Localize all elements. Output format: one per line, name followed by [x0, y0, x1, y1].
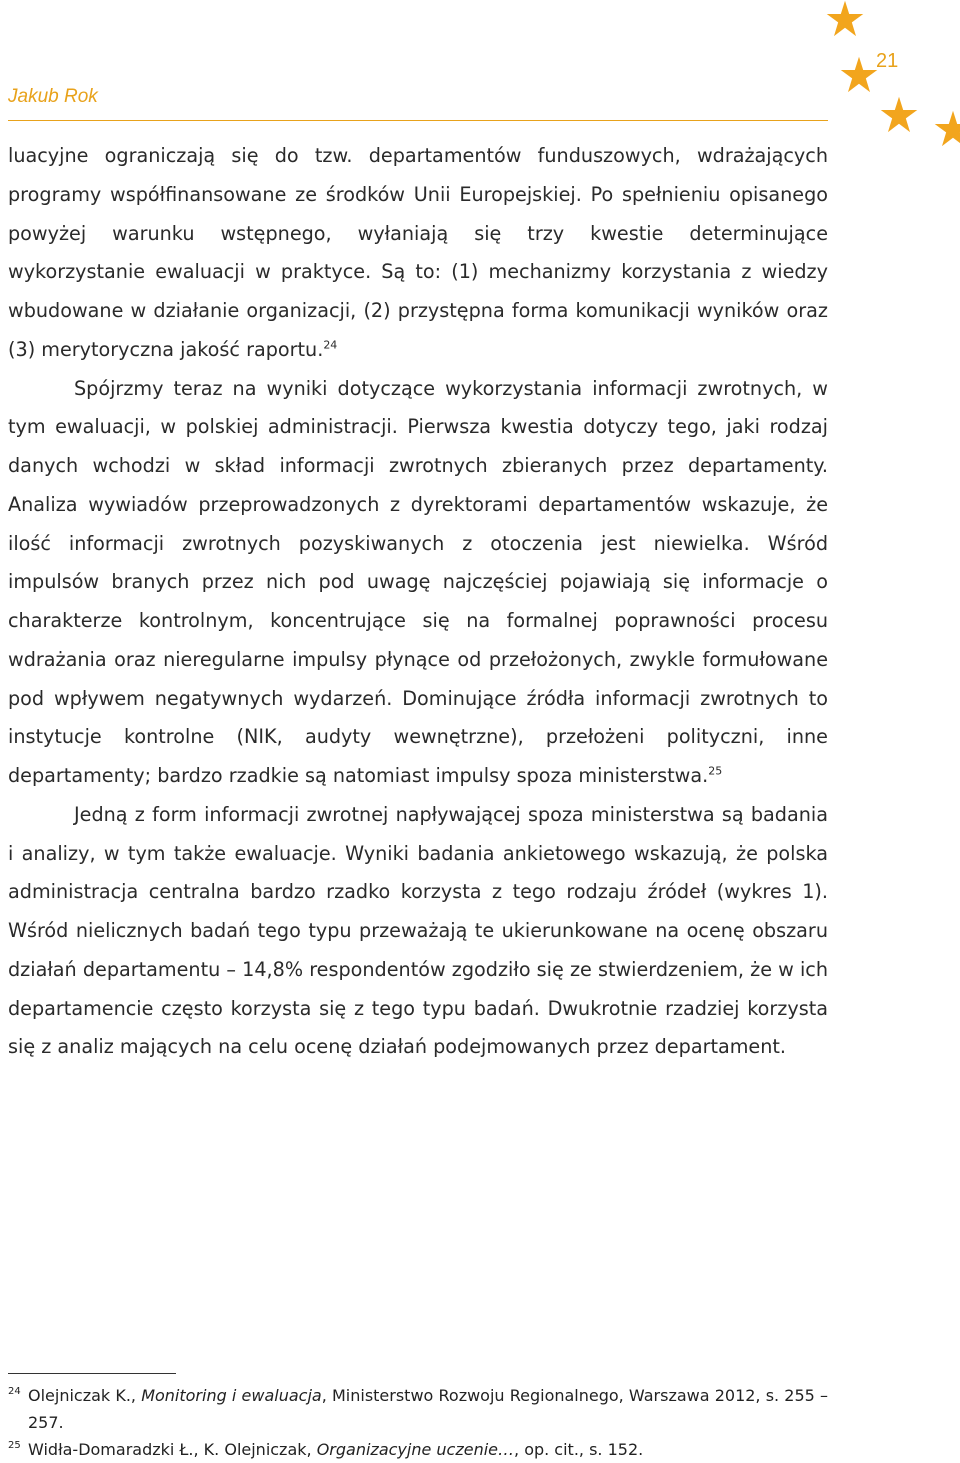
star-icon	[880, 96, 918, 134]
footnote-text: Widła-Domaradzki Ł., K. Olejniczak, Organizacyjne uczenie…, op. cit., s. 152.	[28, 1440, 644, 1459]
paragraph: Spójrzmy teraz na wyniki dotyczące wykorzystania informacji zwrotnych, w tym ewaluacji, w polskiej administracji. Pierwsza kwestia dotyczy tego, jaki rodzaj danych wchodzi w skład informacji zwrotnych zbieranych przez departamenty. Analiza wywiadów przeprowadzonych z dyrektorami departamentów wskazuje, że ilość informacji zwrotnych pozyskiwanych z otoczenia jest niewielka. Wśród impulsów branych przez nich pod uwagę najczęściej pojawiają się informacje o charakterze kontrolnym, koncentrujące się na formalnej poprawności procesu wdrażania oraz nieregularne impulsy płynące od przełożonych, zwykle formułowane pod wpływem negatywnych wydarzeń. Dominujące źródła informacji zwrotnych to instytucje kontrolne (NIK, audyty wewnętrzne), przełożeni polityczni, inne departamenty; bardzo rzadkie są natomiast impulsy spoza ministerstwa.$^{25}$	[8, 376, 828, 787]
footnote	[8, 1382, 828, 1436]
footnote-ref[interactable]: 25	[708, 764, 723, 778]
footnote-text: Olejniczak K., Monitoring i ewaluacja, Ministerstwo Rozwoju Regionalnego, Warszawa 2012, s. 255 – 257.	[28, 1386, 828, 1432]
paragraph: Jedną z form informacji zwrotnej napływającej spoza ministerstwa są badania i analizy, w tym także ewaluacje. Wyniki badania ankietowego wskazują, że polska administracja centralna bardzo rzadko korzysta z tego rodzaju źródeł (wykres 1). Wśród nielicznych badań tego typu przeważają te ukierunkowane na ocenę obszaru działań departamentu – 14,8% respondentów zgodziło się ze stwierdzeniem, że w ich departamencie często korzysta się z tego typu badań. Dwukrotnie rzadziej korzysta się z analiz mających na celu ocenę działań podejmowanych przez departament.	[8, 802, 828, 1059]
footnotes	[8, 1382, 828, 1463]
page-number: 21	[876, 50, 899, 72]
footnote-number: 25	[8, 1440, 21, 1451]
running-header-author: Jakub Rok	[8, 86, 98, 107]
paragraph: luacyjne ograniczają się do tzw. departamentów funduszowych, wdrażających programy współfinansowane ze środków Unii Europejskiej. Po spełnieniu opisanego powyżej warunku wstępnego, wyłaniają się trzy kwestie determinujące wykorzystanie ewaluacji w praktyce. Są to: (1) mechanizmy korzystania z wiedzy wbudowane w działanie organizacji, (2) przystępna forma komunikacji wyników oraz (3) merytoryczna jakość raportu.$^{24}$	[8, 144, 828, 361]
star-icon	[826, 0, 864, 38]
star-icon	[934, 110, 960, 148]
body-text	[8, 137, 828, 1067]
header-divider	[8, 120, 828, 121]
footnote-divider	[8, 1373, 176, 1374]
footnote-number: 24	[8, 1386, 21, 1397]
star-icon	[840, 56, 878, 94]
footnote	[8, 1436, 828, 1463]
footnote-ref[interactable]: 24	[323, 338, 338, 352]
